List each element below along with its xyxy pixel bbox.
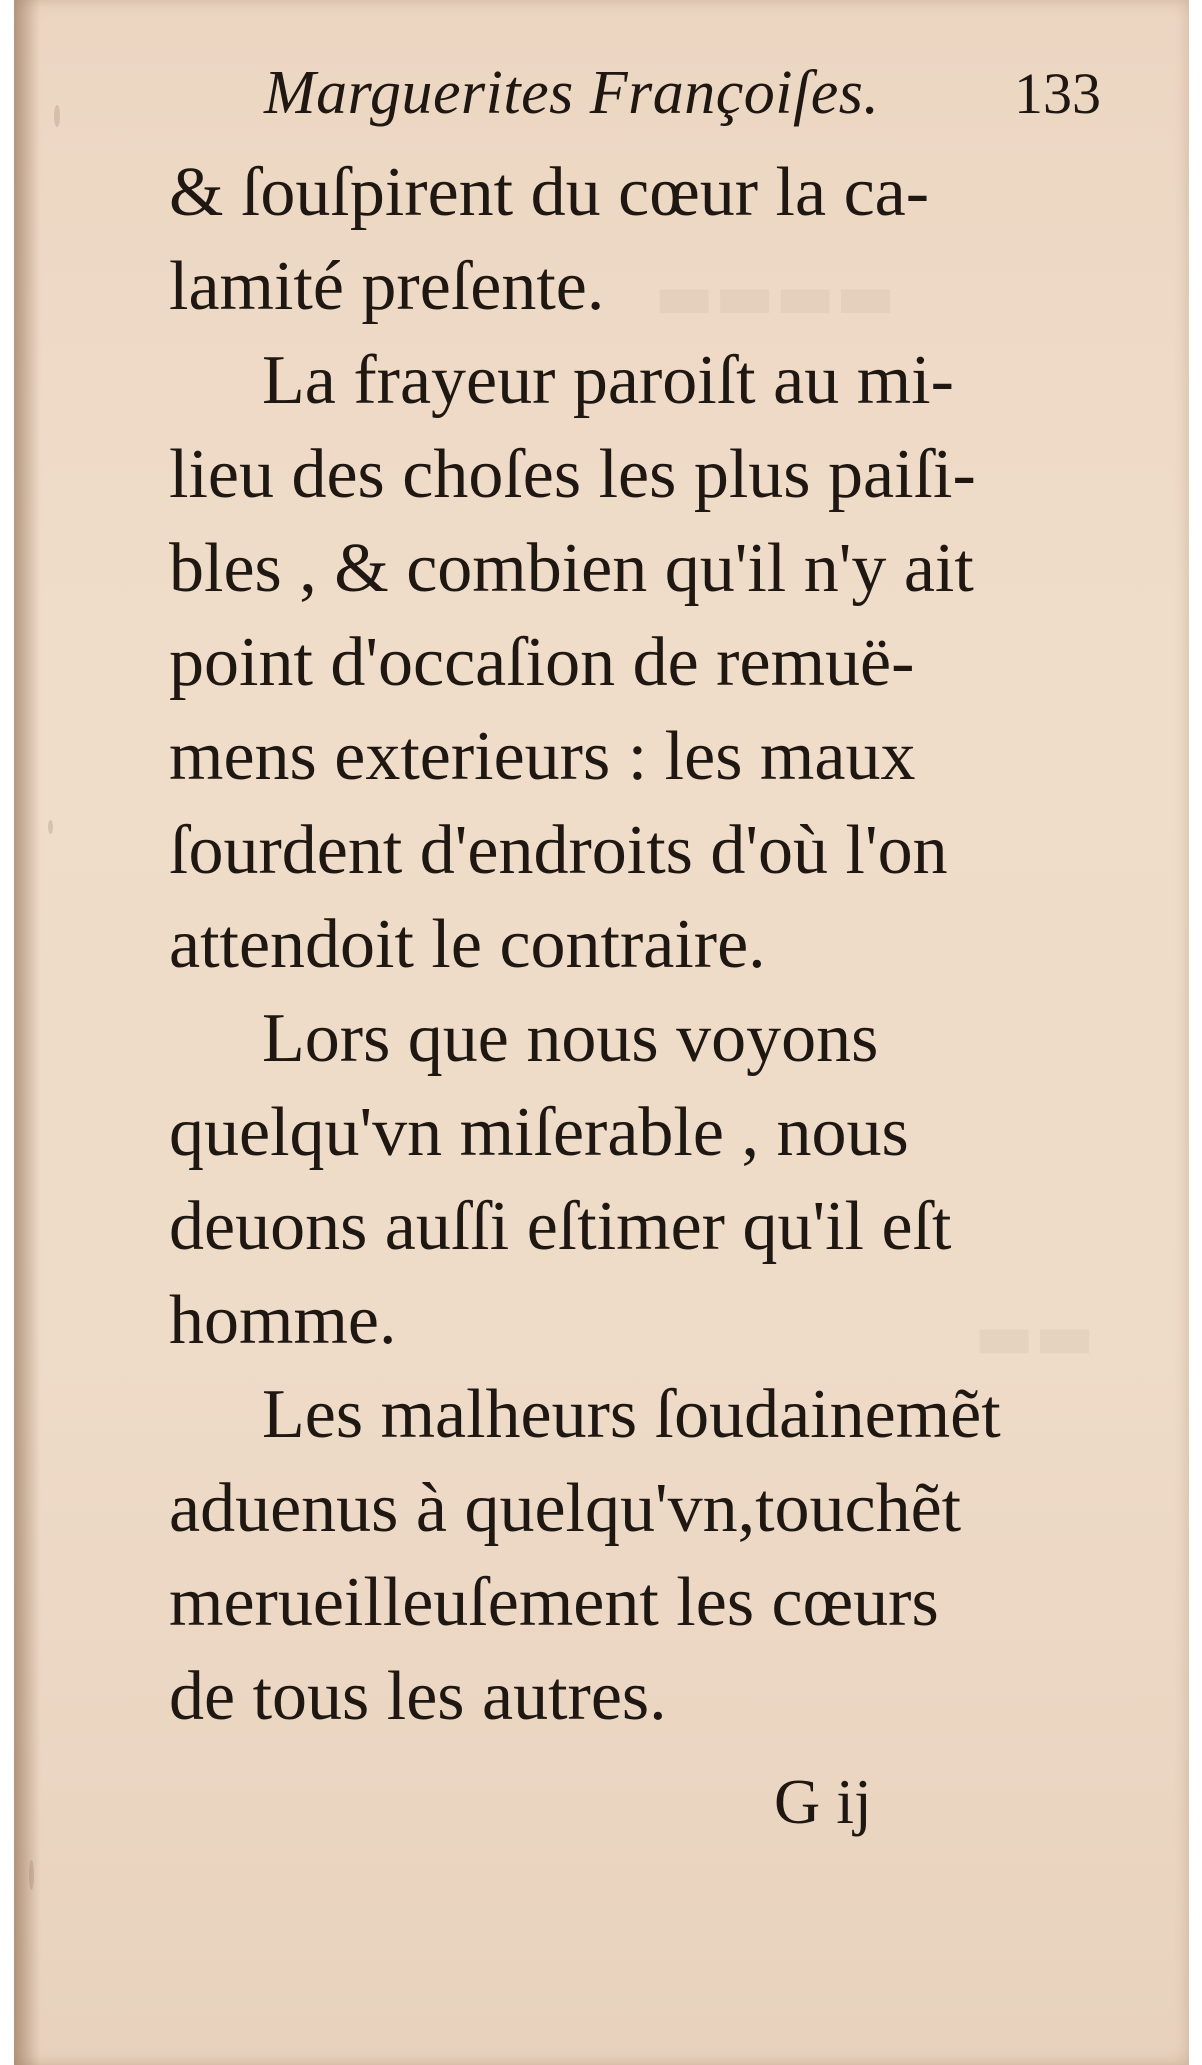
text-line: de tous les autres. [169,1658,667,1735]
text-line: mens exterieurs : les maux [169,718,916,795]
text-line: quelqu'vn miſerable , nous [169,1094,909,1171]
paper-mark [29,1860,34,1890]
text-line: homme. [169,1282,397,1359]
text-line: lieu des choſes les plus paiſi- [169,436,976,513]
text-line: & ſouſpirent du cœur la ca- [169,154,930,231]
binding-edge [14,0,40,2065]
page-number: 133 [1014,61,1101,126]
paper-mark [54,105,60,127]
book-page [14,0,1189,2065]
text-line: attendoit le contraire. [169,906,766,983]
text-line: point d'occaſion de remuë- [169,624,915,701]
show-through-smudge: ▬▬▬▬ [654,260,896,334]
text-line: ſourdent d'endroits d'où l'on [169,812,948,889]
text-line: La frayeur paroiſt au mi- [262,342,954,419]
text-line: merueilleuſement les cœurs [169,1564,939,1641]
text-line: Les malheurs ſoudainemẽt [262,1376,1001,1453]
text-line: Lors que nous voyons [262,1000,879,1077]
paper-mark [48,820,53,834]
signature-mark: G ij [774,1766,872,1837]
running-title: Marguerites Françoiſes. [264,59,880,127]
show-through-smudge: ▬▬ [974,1300,1095,1374]
text-line: bles , & combien qu'il n'y ait [169,530,974,607]
text-line: deuons auſſi eſtimer qu'il eſt [169,1188,952,1265]
text-line: aduenus à quelqu'vn,touchẽt [169,1470,962,1547]
text-line: lamité preſente. [169,248,605,325]
